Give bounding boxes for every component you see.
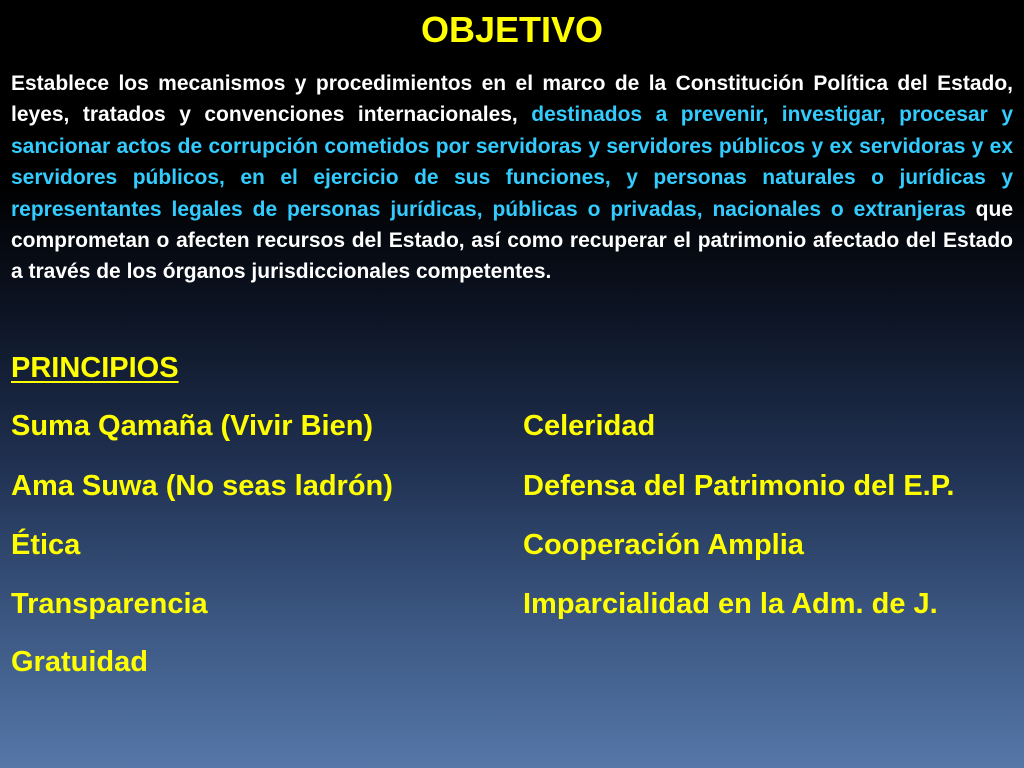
principle-item: Gratuidad [11, 646, 148, 678]
principle-item: Cooperación Amplia [523, 529, 804, 561]
principle-item: Suma Qamaña (Vivir Bien) [11, 410, 374, 442]
objetivo-text-conclusion: que comprometan o afecten recursos del Estado, así como recuperar el patrimonio afectado del Estado a través de los órganos jurisdiccionales competentes. [11, 197, 1014, 284]
principle-item: Defensa del Patrimonio del E.P. [523, 470, 955, 502]
objetivo-text-highlight: destinados a prevenir, investigar, procesar y sancionar actos de corrupción cometidos por servidoras y servidores públicos y ex servidoras y ex servidores públicos, en el ejercicio de sus funciones, y personas naturales o jurídicas y representantes legales de personas jurídicas, públicas o privadas, nacionales o extranjeras [11, 103, 1013, 221]
objetivo-title: OBJETIVO [420, 9, 604, 50]
objetivo-text-intro: Establece los mecanismos y procedimientos en el marco de la Constitución Política del Estado, leyes, tratados y convenciones internacionales, [11, 72, 1013, 127]
principle-item: Celeridad [523, 410, 656, 442]
objetivo-paragraph [11, 68, 1013, 288]
principle-item: Ama Suwa (No seas ladrón) [11, 470, 393, 502]
principle-item: Ética [11, 529, 81, 561]
principle-item: Imparcialidad en la Adm. de J. [523, 588, 938, 620]
principios-heading: PRINCIPIOS [11, 352, 179, 384]
principle-item: Transparencia [11, 588, 208, 620]
